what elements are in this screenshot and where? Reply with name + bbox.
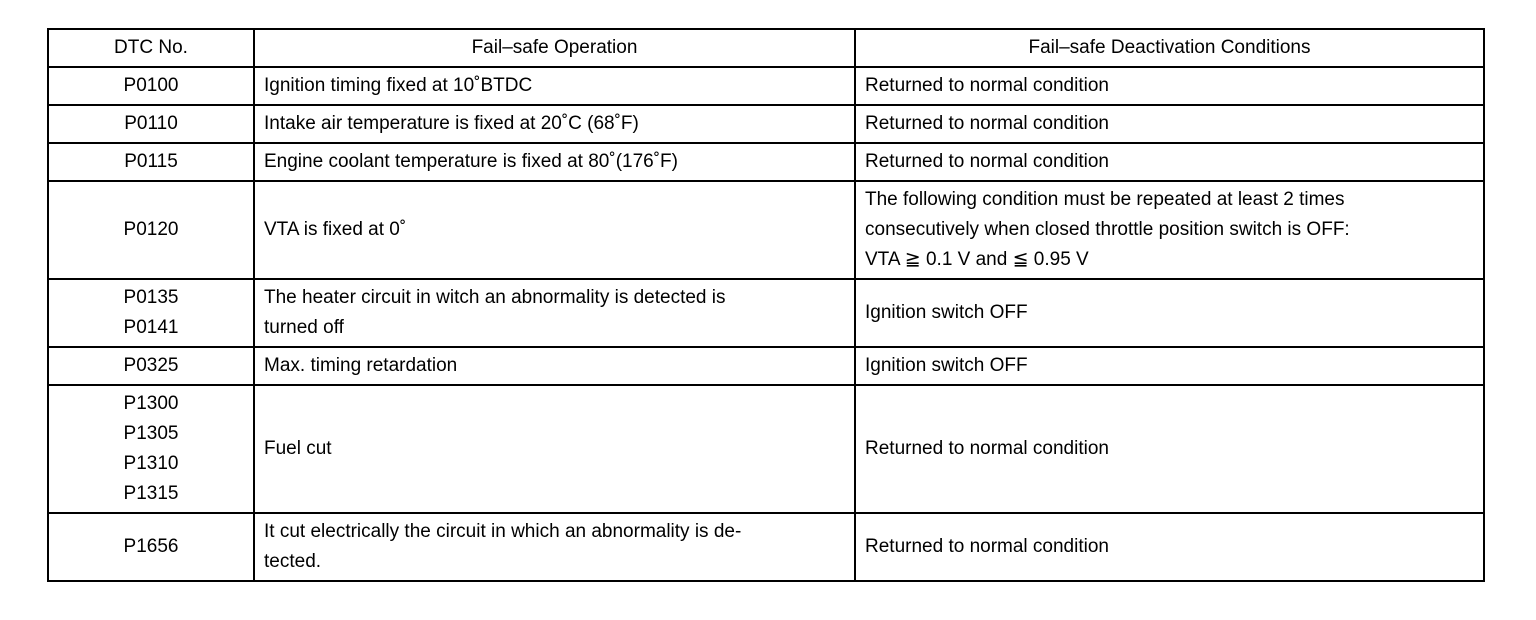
operation-cell <box>254 513 855 581</box>
dtc-code-cell <box>48 385 254 513</box>
dtc-code: P1305 <box>123 423 179 444</box>
operation-cell <box>254 347 855 385</box>
operation-cell <box>254 143 855 181</box>
deactivation-text: Returned to normal condition <box>865 438 1109 459</box>
deactivation-cell <box>855 67 1484 105</box>
dtc-code-cell <box>48 279 254 347</box>
operation-cell <box>254 181 855 279</box>
deactivation-cell <box>855 385 1484 513</box>
dtc-code-cell <box>48 347 254 385</box>
dtc-code: P1310 <box>123 453 179 474</box>
deactivation-text: Returned to normal condition <box>865 113 1109 134</box>
deactivation-text-line-1: The following condition must be repeated at least 2 times <box>865 189 1345 210</box>
table-row <box>48 347 1484 385</box>
deactivation-cell <box>855 347 1484 385</box>
deactivation-text-line-2: consecutively when closed throttle position switch is OFF: <box>865 219 1350 240</box>
dtc-code: P0141 <box>123 317 179 338</box>
table-row <box>48 279 1484 347</box>
operation-text-line-2: turned off <box>264 317 344 338</box>
operation-text-line-1: It cut electrically the circuit in which an abnormality is de- <box>264 521 742 542</box>
table-row <box>48 385 1484 513</box>
operation-text: Fuel cut <box>264 438 332 459</box>
operation-cell <box>254 105 855 143</box>
operation-cell <box>254 279 855 347</box>
dtc-code: P1656 <box>123 536 179 557</box>
dtc-code: P0110 <box>124 113 178 134</box>
operation-text: VTA is fixed at 0˚ <box>264 219 407 240</box>
deactivation-text: Returned to normal condition <box>865 536 1109 557</box>
dtc-code-cell <box>48 67 254 105</box>
table-header-row <box>48 29 1484 67</box>
operation-text-line-2: tected. <box>264 551 322 572</box>
deactivation-cell <box>855 279 1484 347</box>
operation-text: Ignition timing fixed at 10˚BTDC <box>264 75 533 96</box>
deactivation-text: Returned to normal condition <box>865 151 1109 172</box>
dtc-code-cell <box>48 181 254 279</box>
deactivation-text: Ignition switch OFF <box>865 302 1028 323</box>
dtc-code-cell <box>48 143 254 181</box>
deactivation-cell <box>855 181 1484 279</box>
operation-text: Max. timing retardation <box>264 355 458 376</box>
operation-text-line-1: The heater circuit in witch an abnormality is detected is <box>264 287 726 308</box>
operation-cell <box>254 67 855 105</box>
dtc-code: P0115 <box>124 151 178 172</box>
deactivation-cell <box>855 143 1484 181</box>
dtc-code-cell <box>48 105 254 143</box>
table-row <box>48 105 1484 143</box>
deactivation-text: Ignition switch OFF <box>865 355 1028 376</box>
dtc-code: P0100 <box>123 75 179 96</box>
operation-text: Intake air temperature is fixed at 20˚C (68˚F) <box>264 113 639 134</box>
operation-text: Engine coolant temperature is fixed at 80˚(176˚F) <box>264 151 678 172</box>
deactivation-text: Returned to normal condition <box>865 75 1109 96</box>
dtc-code: P0120 <box>123 219 179 240</box>
dtc-code: P0135 <box>123 287 179 308</box>
dtc-code: P1300 <box>123 393 179 414</box>
header-fail-safe-operation: Fail–safe Operation <box>254 29 855 67</box>
operation-cell <box>254 385 855 513</box>
deactivation-cell <box>855 513 1484 581</box>
fail-safe-table-container <box>47 28 1483 582</box>
table-row <box>48 513 1484 581</box>
table-row <box>48 143 1484 181</box>
table-row <box>48 67 1484 105</box>
dtc-code: P1315 <box>123 483 179 504</box>
header-dtc-no: DTC No. <box>48 29 254 67</box>
dtc-code-cell <box>48 513 254 581</box>
dtc-code: P0325 <box>123 355 179 376</box>
fail-safe-table <box>47 28 1485 582</box>
table-row <box>48 181 1484 279</box>
deactivation-text-line-3: VTA ≧ 0.1 V and ≦ 0.95 V <box>865 249 1089 270</box>
deactivation-cell <box>855 105 1484 143</box>
header-deactivation-conditions: Fail–safe Deactivation Conditions <box>855 29 1484 67</box>
